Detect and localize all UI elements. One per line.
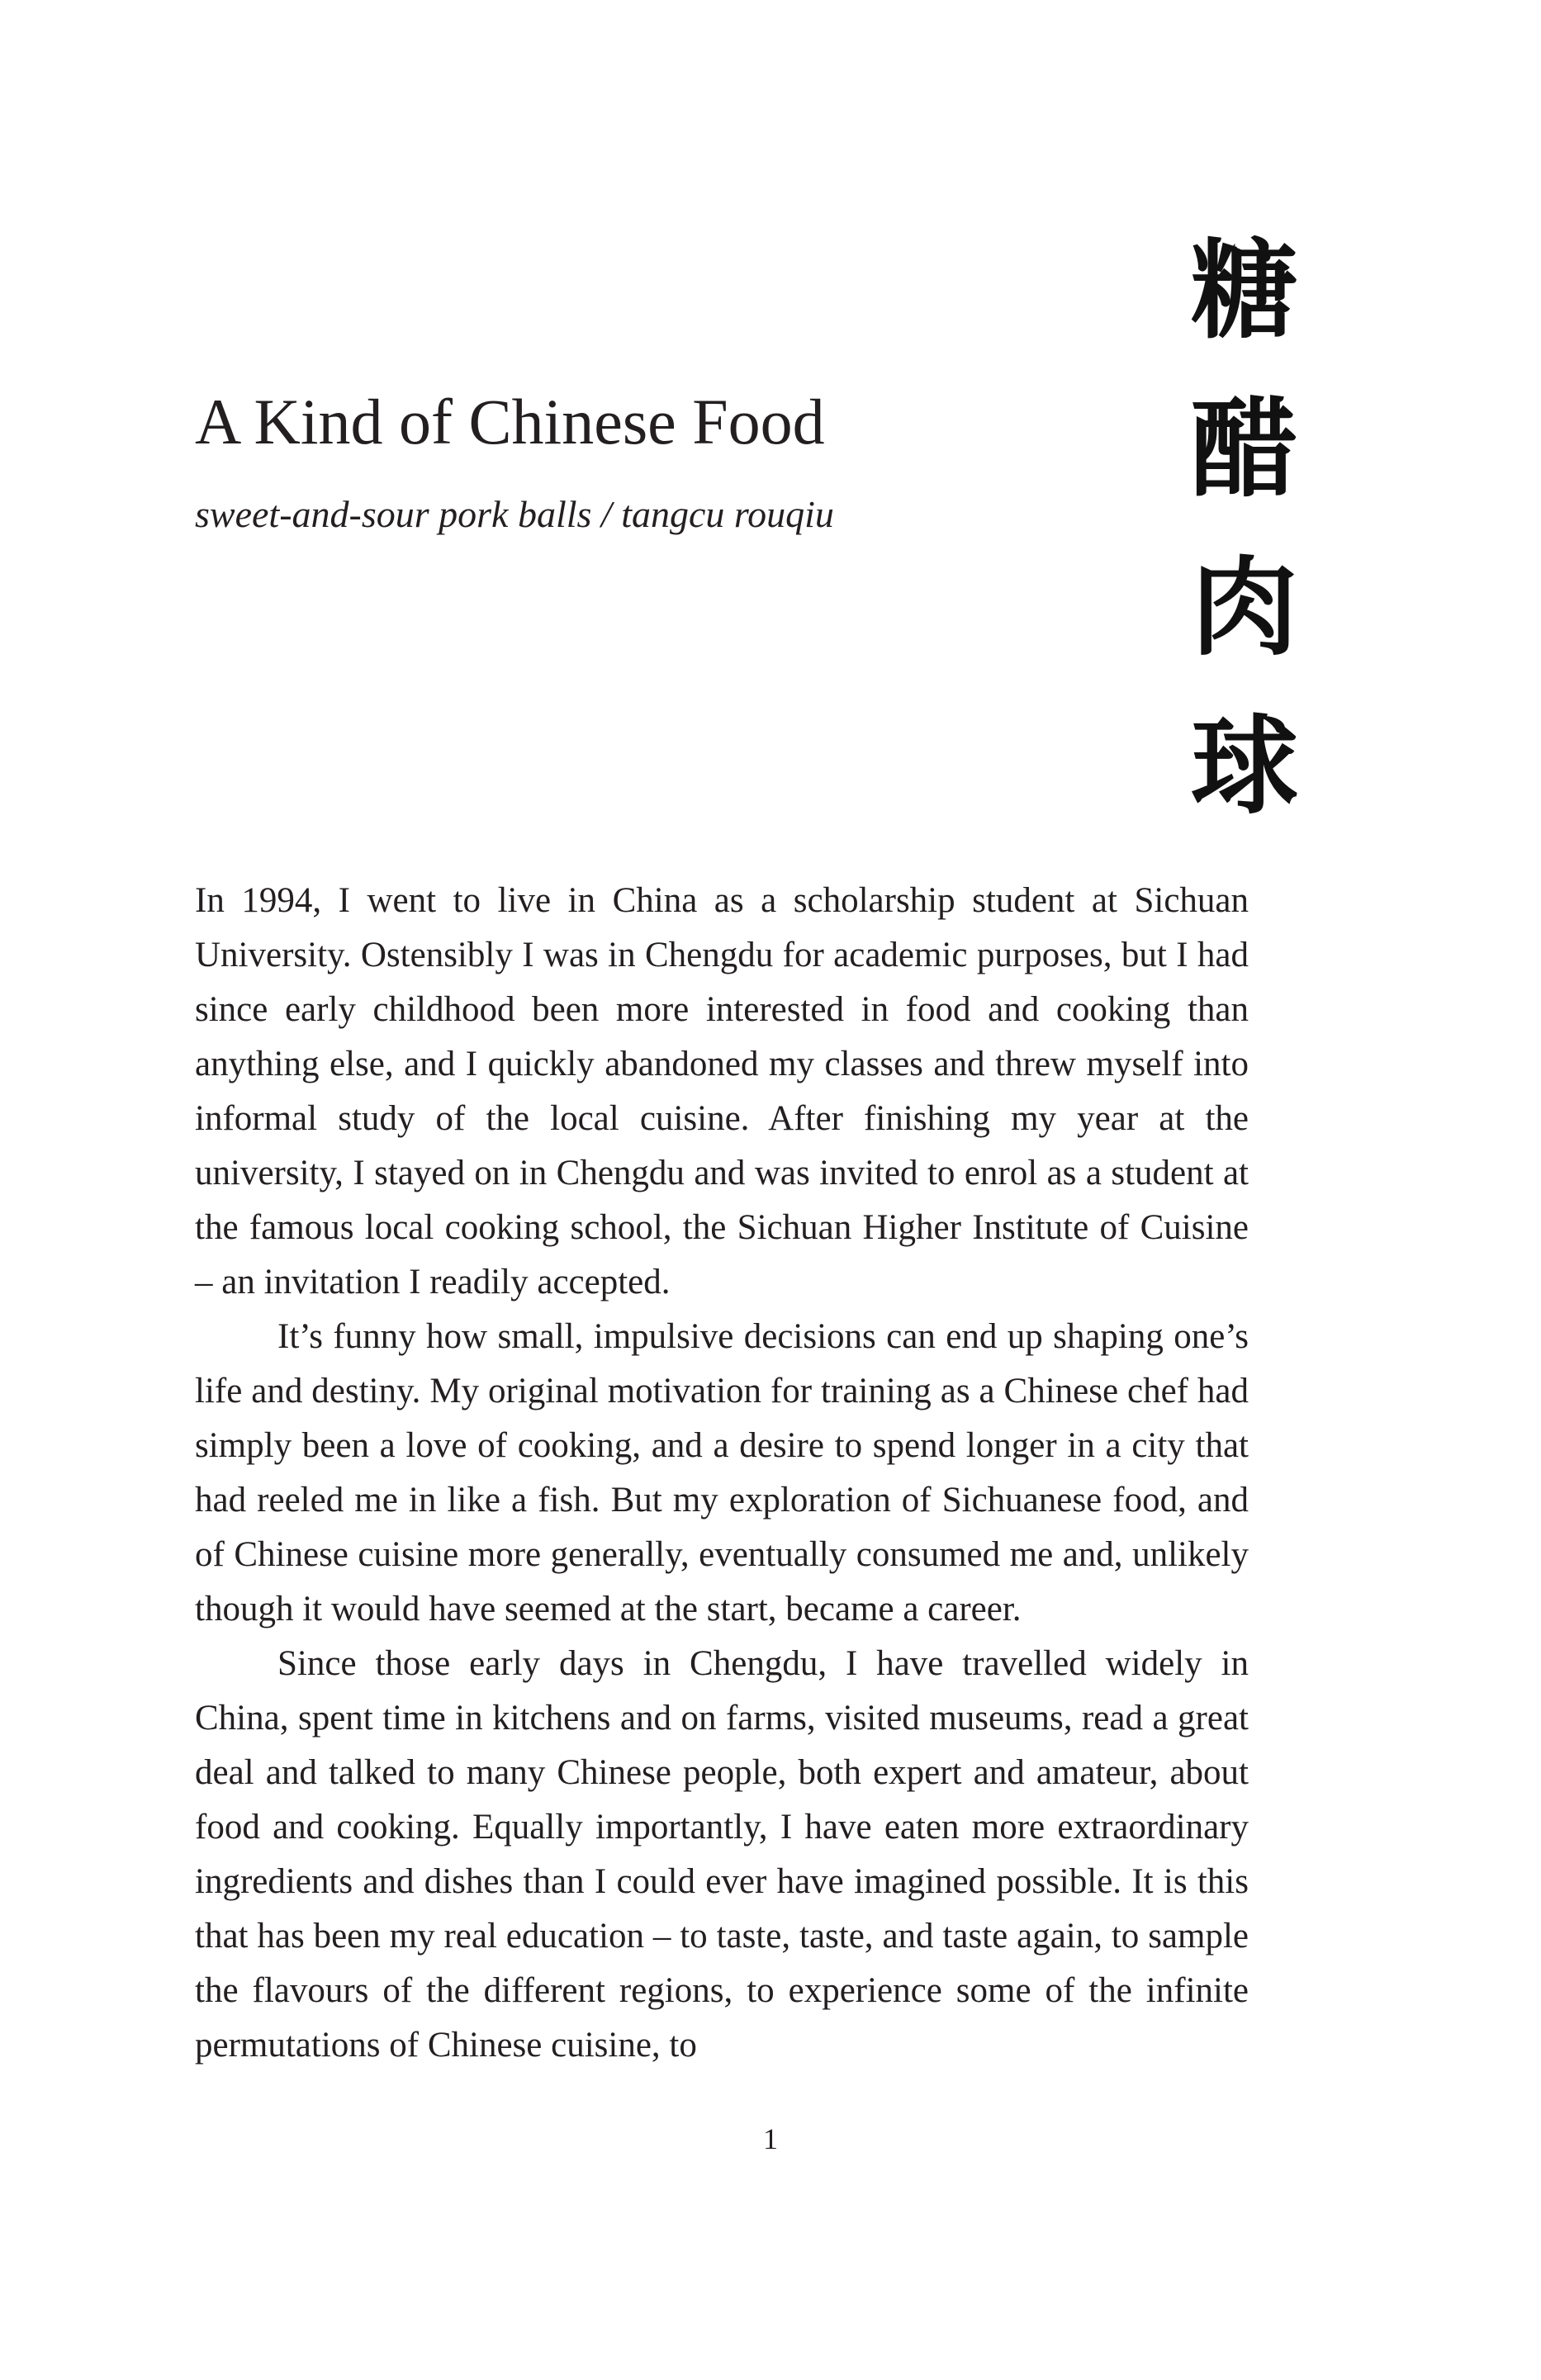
body-text xyxy=(195,874,1249,2073)
chapter-subtitle: sweet-and-sour pork balls / tangcu rouqiu xyxy=(195,493,834,535)
page-number: 1 xyxy=(763,2122,778,2155)
chinese-title-column xyxy=(1183,216,1306,851)
paragraph-2: It’s funny how small, impulsive decisions can end up shaping one’s life and destiny. My original motivation for training as a Chinese chef had simply been a love of cooking, and a desire to spend longer in a city that had reeled me in like a fish. But my exploration of Sichuanese food, and of Chinese cuisine more generally, eventually consumed me and, unlikely though it would have seemed at the start, became a career. xyxy=(195,1317,1249,1629)
chinese-character: 肉 xyxy=(1190,545,1298,671)
paragraph-3: Since those early days in Chengdu, I have travelled widely in China, spent time in kitchens and on farms, visited museums, read a great deal and talked to many Chinese people, both expert and amateur, about food and cooking. Equally importantly, I have eaten more extraordinary ingredients and dishes than I could ever have imagined possible. It is this that has been my real education – to taste, taste, and taste again, to sample the flavours of the different regions, to experience some of the infinite permutations of Chinese cuisine, to xyxy=(195,1644,1249,2065)
chinese-character: 糖 xyxy=(1190,228,1298,353)
chinese-character: 球 xyxy=(1190,704,1298,829)
paragraph-1: In 1994, I went to live in China as a scholarship student at Sichuan University. Ostensibly I was in Chengdu for academic purposes, but I had since early childhood been more interested in food and cooking than anything else, and I quickly abandoned my classes and threw myself into informal study of the local cuisine. After finishing my year at the university, I stayed on in Chengdu and was invited to enrol as a student at the famous local cooking school, the Sichuan Higher Institute of Cuisine – an invitation I readily accepted. xyxy=(195,881,1249,1301)
chapter-title: A Kind of Chinese Food xyxy=(195,386,825,458)
chinese-character: 醋 xyxy=(1190,386,1298,512)
